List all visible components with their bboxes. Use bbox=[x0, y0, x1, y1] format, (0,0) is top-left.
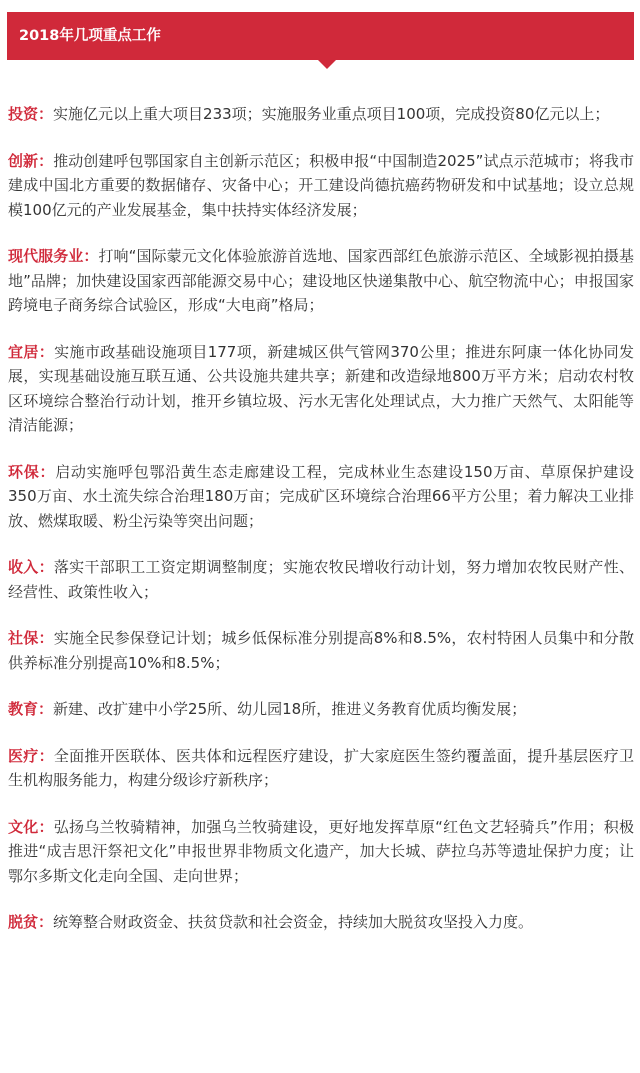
item-colon: ： bbox=[38, 558, 54, 576]
item-colon: ： bbox=[83, 247, 99, 265]
item-text: 打响“国际蒙元文化体验旅游首选地、国家西部红色旅游示范区、全域影视拍摄基地”品牌；加快建设国家西部能源交易中心；建设地区快递集散中心、航空物流中心；申报国家跨境电子商务综合试验区，形成“大电商”格局； bbox=[8, 247, 634, 314]
item-colon: ： bbox=[38, 342, 55, 361]
work-item-poverty-alleviation bbox=[8, 910, 634, 935]
item-label: 投资 bbox=[8, 105, 39, 123]
item-label: 现代服务业 bbox=[8, 247, 84, 265]
section-title: 2018年几项重点工作 bbox=[19, 28, 161, 44]
work-items-list bbox=[8, 102, 634, 957]
item-label: 环保 bbox=[8, 462, 40, 481]
item-label: 文化 bbox=[8, 817, 39, 836]
item-label: 创新 bbox=[8, 151, 39, 170]
header-notch-triangle bbox=[318, 60, 336, 69]
work-item-modern-services bbox=[8, 244, 634, 318]
item-colon: ： bbox=[38, 817, 54, 836]
work-item-income bbox=[8, 555, 634, 604]
section-header bbox=[7, 12, 634, 60]
item-label: 教育 bbox=[8, 700, 39, 718]
item-text: 弘扬乌兰牧骑精神，加强乌兰牧骑建设，更好地发挥草原“红色文艺轻骑兵”作用；积极推进“成吉思汗祭祀文化”申报世界非物质文化遗产，加大长城、萨拉乌苏等遗址保护力度；让鄂尔多斯文化走向全国、走向世界； bbox=[8, 817, 634, 885]
item-colon: ： bbox=[39, 462, 56, 481]
work-item-healthcare bbox=[8, 744, 634, 793]
item-colon: ： bbox=[38, 746, 54, 765]
item-text: 实施亿元以上重大项目233项；实施服务业重点项目100项，完成投资80亿元以上； bbox=[53, 105, 610, 123]
item-text: 启动实施呼包鄂沿黄生态走廊建设工程，完成林业生态建设150万亩、草原保护建设350万亩、水土流失综合治理180万亩；完成矿区环境综合治理66平方公里；着力解决工业排放、燃煤取暖、粉尘污染等突出问题； bbox=[8, 462, 634, 530]
item-text: 落实干部职工工资定期调整制度；实施农牧民增收行动计划，努力增加农牧民财产性、经营性、政策性收入； bbox=[8, 558, 634, 601]
work-item-culture bbox=[8, 815, 634, 889]
item-colon: ： bbox=[38, 700, 54, 718]
item-colon: ： bbox=[38, 151, 54, 170]
item-colon: ： bbox=[38, 913, 54, 931]
item-text: 实施市政基础设施项目177项，新建城区供气管网370公里；推进东阿康一体化协同发展，实现基础设施互联互通、公共设施共建共享；新建和改造绿地800万平方米；启动农村牧区环境综合整治行动计划，推开乡镇垃圾、污水无害化处理试点，大力推广天然气、太阳能等清洁能源； bbox=[8, 342, 634, 434]
work-item-innovation bbox=[8, 149, 634, 223]
item-text: 全面推开医联体、医共体和远程医疗建设，扩大家庭医生签约覆盖面，提升基层医疗卫生机构服务能力，构建分级诊疗新秩序； bbox=[8, 746, 634, 789]
item-text: 实施全民参保登记计划；城乡低保标准分别提高8%和8.5%，农村特困人员集中和分散供养标准分别提高10%和8.5%； bbox=[8, 629, 634, 672]
work-item-investment bbox=[8, 102, 634, 127]
item-label: 社保 bbox=[8, 629, 39, 647]
work-item-social-security bbox=[8, 626, 634, 675]
item-colon: ： bbox=[38, 629, 54, 647]
item-text: 推动创建呼包鄂国家自主创新示范区；积极申报“中国制造2025”试点示范城市；将我市建成中国北方重要的数据储存、灾备中心；开工建设尚德抗癌药物研发和中试基地；设立总规模100亿元的产业发展基金，集中扶持实体经济发展； bbox=[8, 151, 634, 219]
item-colon: ： bbox=[38, 105, 54, 123]
item-label: 收入 bbox=[8, 558, 39, 576]
item-text: 新建、改扩建中小学25所、幼儿园18所，推进义务教育优质均衡发展； bbox=[53, 700, 527, 718]
work-item-education bbox=[8, 697, 634, 722]
item-label: 医疗 bbox=[8, 746, 39, 765]
work-item-livability bbox=[8, 340, 634, 438]
item-label: 宜居 bbox=[8, 342, 39, 361]
item-text: 统筹整合财政资金、扶贫贷款和社会资金，持续加大脱贫攻坚投入力度。 bbox=[53, 913, 534, 931]
item-label: 脱贫 bbox=[8, 913, 39, 931]
work-item-environment bbox=[8, 460, 634, 534]
